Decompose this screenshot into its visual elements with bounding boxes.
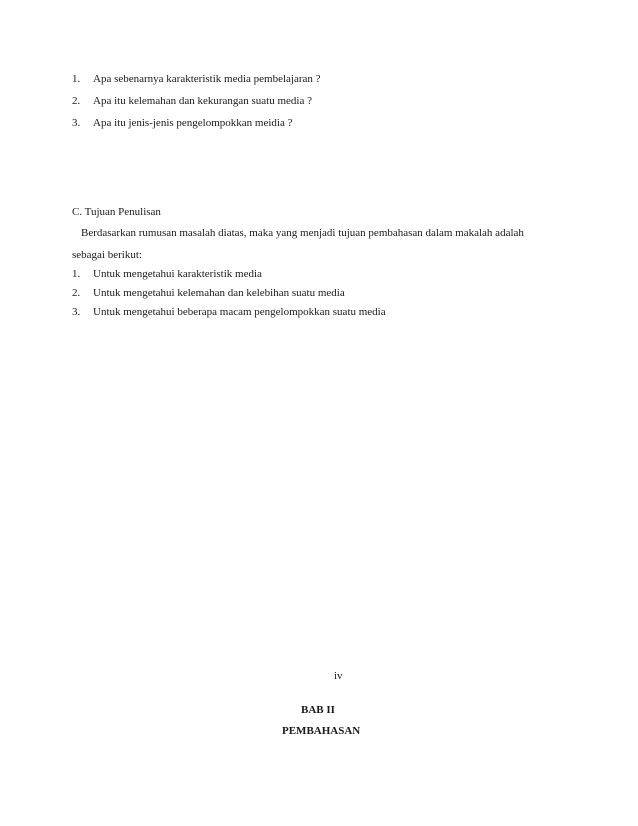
objective-number: 1. bbox=[72, 268, 81, 280]
question-text: Apa itu jenis-jenis pengelompokkan meidia ? bbox=[93, 117, 293, 129]
objective-text: Untuk mengetahui kelemahan dan kelebihan suatu media bbox=[93, 287, 345, 299]
objective-number: 3. bbox=[72, 306, 81, 318]
question-number: 1. bbox=[72, 73, 81, 85]
section-heading: C. Tujuan Penulisan bbox=[72, 206, 161, 218]
question-text: Apa itu kelemahan dan kekurangan suatu media ? bbox=[93, 95, 313, 107]
page-number: iv bbox=[334, 670, 343, 682]
objective-text: Untuk mengetahui beberapa macam pengelompokkan suatu media bbox=[93, 306, 386, 318]
objective-text: Untuk mengetahui karakteristik media bbox=[93, 268, 262, 280]
intro-paragraph-line: Berdasarkan rumusan masalah diatas, maka yang menjadi tujuan pembahasan dalam makalah adalah bbox=[81, 227, 524, 239]
objective-number: 2. bbox=[72, 287, 81, 299]
chapter-title: BAB II bbox=[301, 704, 335, 716]
intro-paragraph-line: sebagai berikut: bbox=[72, 249, 142, 261]
chapter-subtitle: PEMBAHASAN bbox=[282, 725, 361, 737]
question-number: 3. bbox=[72, 117, 81, 129]
question-text: Apa sebenarnya karakteristik media pembelajaran ? bbox=[93, 73, 321, 85]
question-number: 2. bbox=[72, 95, 81, 107]
